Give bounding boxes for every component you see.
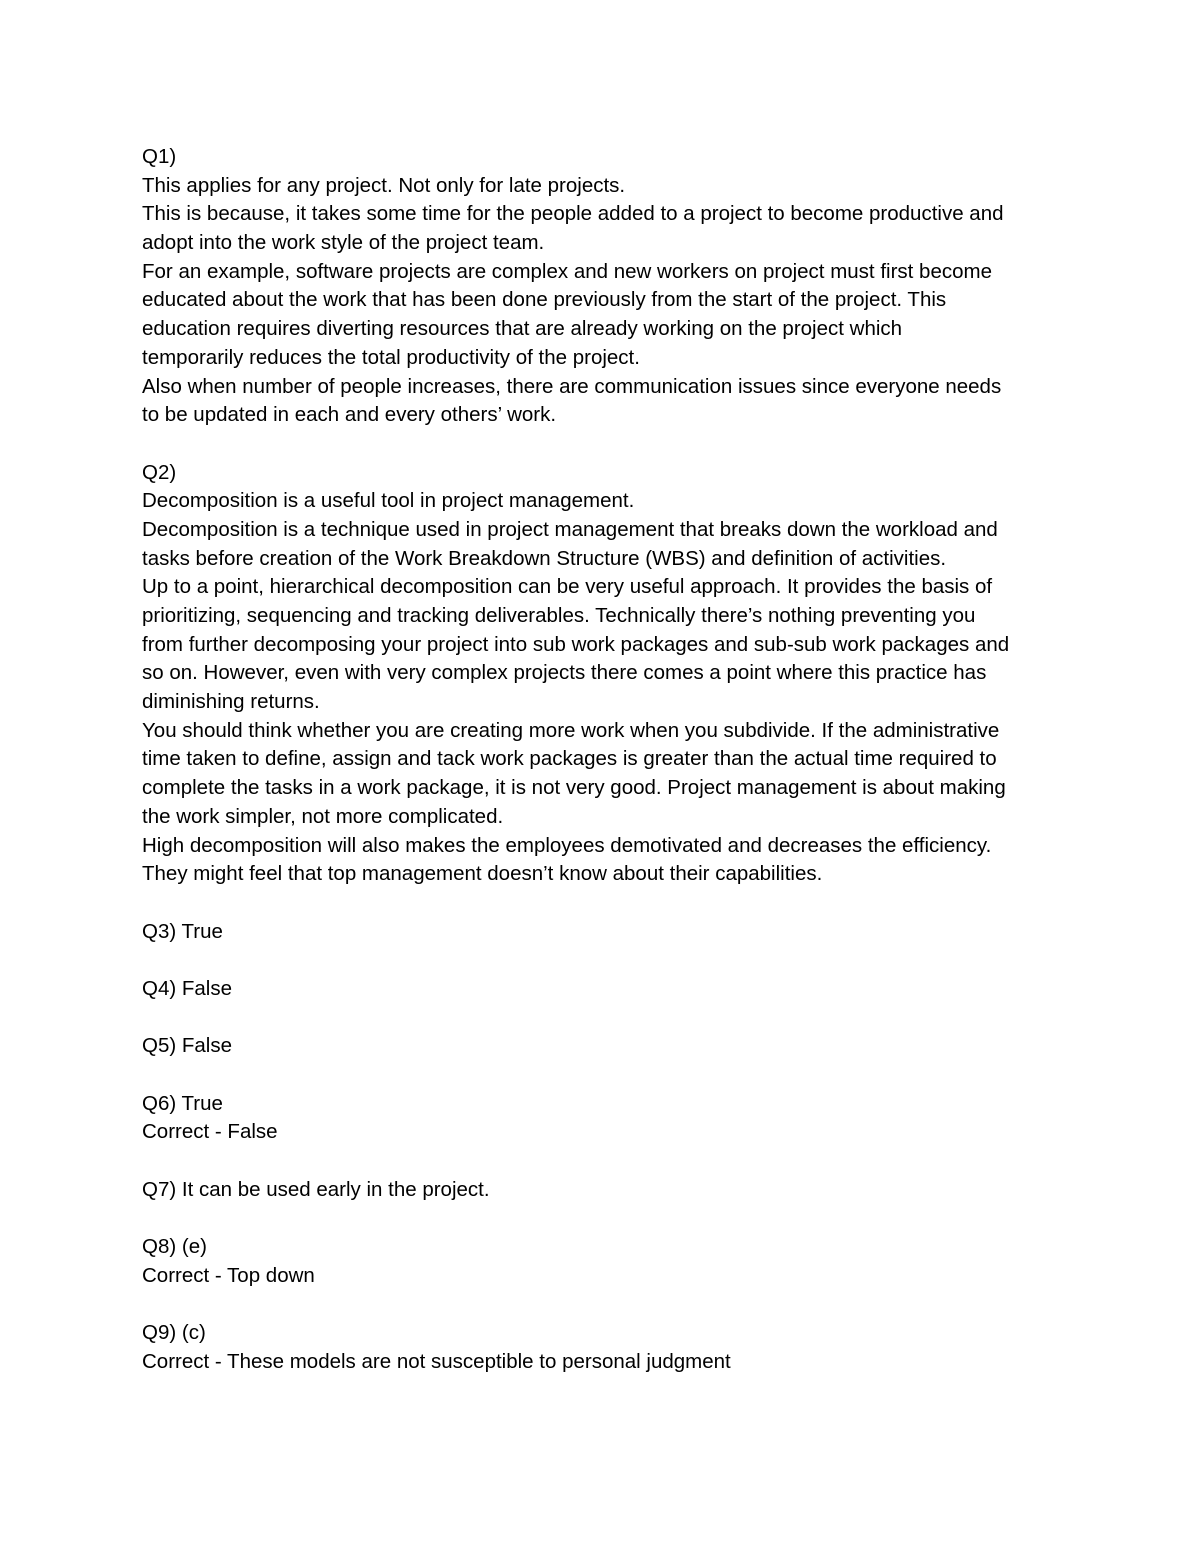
paragraph-line: to be updated in each and every others’ work. bbox=[142, 403, 557, 427]
question-heading-q2: Q2) bbox=[142, 460, 177, 484]
spacer bbox=[142, 1291, 1082, 1320]
question-heading-q1: Q1) bbox=[142, 145, 177, 168]
paragraph-line: Decomposition is a technique used in project management that breaks down the workload and bbox=[142, 517, 998, 541]
paragraph-line: temporarily reduces the total productivity of the project. bbox=[142, 345, 640, 369]
document-body bbox=[142, 143, 1082, 1377]
paragraph-line: educated about the work that has been done previously from the start of the project. This bbox=[142, 288, 947, 312]
paragraph-line: from further decomposing your project into sub work packages and sub-sub work packages and bbox=[142, 632, 1010, 656]
paragraph-line: the work simpler, not more complicated. bbox=[142, 804, 504, 828]
answer-q8: Q8) (e) bbox=[142, 1235, 207, 1259]
paragraph-line: diminishing returns. bbox=[142, 690, 320, 714]
correction-q9: Correct - These models are not susceptible to personal judgment bbox=[142, 1349, 731, 1373]
paragraph-line: tasks before creation of the Work Breakdown Structure (WBS) and definition of activities. bbox=[142, 546, 947, 570]
spacer bbox=[142, 946, 1082, 975]
correction-q8: Correct - Top down bbox=[142, 1263, 315, 1287]
answer-q5: Q5) False bbox=[142, 1034, 232, 1058]
answer-q4: Q4) False bbox=[142, 976, 232, 1000]
paragraph-line: Decomposition is a useful tool in project management. bbox=[142, 489, 635, 513]
answer-q6: Q6) True bbox=[142, 1091, 223, 1115]
correction-q6: Correct - False bbox=[142, 1120, 278, 1144]
spacer bbox=[142, 1147, 1082, 1176]
answer-q3: Q3) True bbox=[142, 919, 223, 943]
paragraph-line: This applies for any project. Not only for late projects. bbox=[142, 173, 626, 197]
spacer bbox=[142, 430, 1082, 459]
paragraph-line: time taken to define, assign and tack work packages is greater than the actual time required to bbox=[142, 747, 997, 771]
paragraph-line: prioritizing, sequencing and tracking deliverables. Technically there’s nothing preventing you bbox=[142, 604, 976, 627]
spacer bbox=[142, 1061, 1082, 1090]
spacer bbox=[142, 889, 1082, 918]
paragraph-line: For an example, software projects are complex and new workers on project must first become bbox=[142, 259, 992, 283]
paragraph-line: They might feel that top management doesn’t know about their capabilities. bbox=[142, 862, 823, 886]
answer-q1 bbox=[142, 143, 1082, 430]
paragraph-line: so on. However, even with very complex projects there comes a point where this practice has bbox=[142, 661, 987, 685]
paragraph-line: Also when number of people increases, there are communication issues since everyone needs bbox=[142, 374, 1002, 398]
paragraph-line: This is because, it takes some time for the people added to a project to become productive and bbox=[142, 202, 1004, 226]
paragraph-line: education requires diverting resources that are already working on the project which bbox=[142, 317, 903, 341]
paragraph-line: You should think whether you are creating more work when you subdivide. If the administrative bbox=[142, 718, 1000, 742]
paragraph-line: High decomposition will also makes the employees demotivated and decreases the efficiency. bbox=[142, 833, 992, 857]
answer-q9: Q9) (c) bbox=[142, 1321, 206, 1345]
answer-q7: Q7) It can be used early in the project. bbox=[142, 1177, 490, 1201]
spacer bbox=[142, 1004, 1082, 1033]
paragraph-line: adopt into the work style of the project team. bbox=[142, 231, 545, 255]
answer-q2 bbox=[142, 459, 1082, 889]
paragraph-line: complete the tasks in a work package, it is not very good. Project management is about making bbox=[142, 776, 1006, 800]
spacer bbox=[142, 1204, 1082, 1233]
paragraph-line: Up to a point, hierarchical decomposition can be very useful approach. It provides the basis of bbox=[142, 575, 993, 599]
